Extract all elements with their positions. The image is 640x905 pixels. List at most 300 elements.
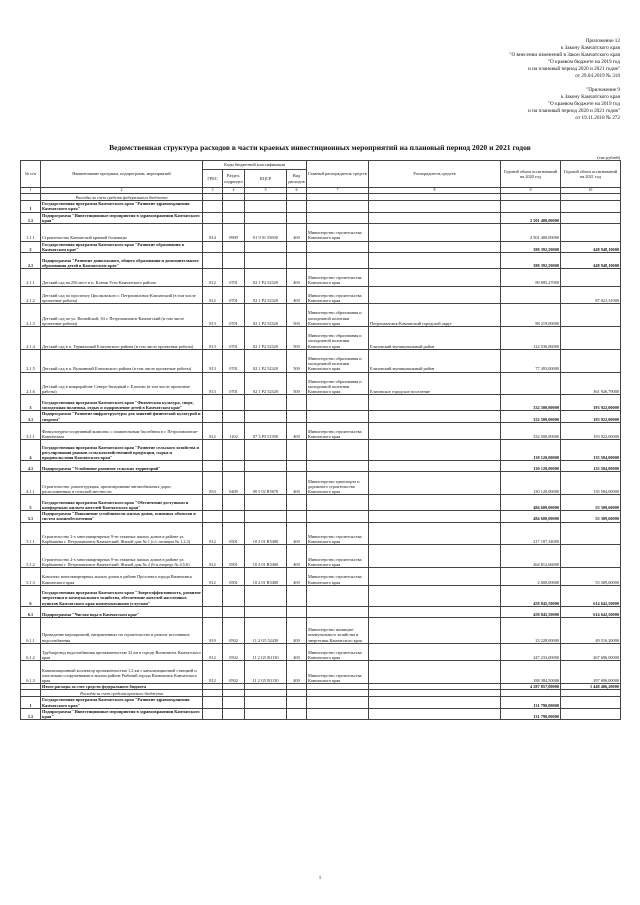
chief-manager <box>307 495 369 511</box>
section-code <box>223 395 245 411</box>
header-line: к Закону Камчатского края <box>560 45 620 52</box>
amount-2020: 2 501 400,00000 <box>501 212 561 223</box>
funds-manager <box>369 617 501 643</box>
amount-2020: 484 600,00000 <box>501 511 561 522</box>
row-name: Подпрограмма "Устойчивое развитие сельских территорий" <box>41 461 203 472</box>
col-recipient: Распорядитель средств <box>369 161 501 188</box>
grbs-code <box>203 440 223 461</box>
section-code: 0502 <box>223 617 245 643</box>
target-code: 11 2 G5 R1130 <box>245 661 287 684</box>
col-name: Наименование программ, подпрограмм, мероприятий <box>41 161 203 188</box>
expense-type-code: 400 <box>287 224 307 242</box>
header-line: к Закону Камчатского края <box>560 93 620 100</box>
chief-manager <box>307 585 369 606</box>
page-number: 1 <box>318 876 322 881</box>
col-num: № п/п <box>21 161 41 188</box>
program-row <box>21 395 621 411</box>
row-name: Комплекс многоквартирных жилых домов в районе Проспекта города Вилючинск Камчатского края <box>41 568 203 586</box>
row-num: 4 <box>21 440 41 461</box>
column-index: 6 <box>287 188 307 194</box>
amount-2020: 130 120,00000 <box>501 472 561 495</box>
chief-manager: Министерство строительства Камчатского края <box>307 269 369 287</box>
chief-manager: Министерство строительства Камчатского края <box>307 545 369 568</box>
grbs-code <box>203 708 223 719</box>
column-index: 7 <box>307 188 369 194</box>
funds-manager: Елизовское городское поселение <box>369 372 501 395</box>
amount-2021 <box>561 212 621 223</box>
program-row <box>21 511 621 522</box>
amount-2021 <box>561 327 621 350</box>
expenditure-table <box>20 160 621 720</box>
amount-2020: 89 695,27000 <box>501 269 561 287</box>
header-line: "О внесении изменений в Закон Камчатского края <box>509 52 620 59</box>
measure-row <box>21 522 621 545</box>
section-code: 0701 <box>223 269 245 287</box>
expense-type-code <box>287 253 307 269</box>
col-rz: Раздел, подраздел <box>223 170 245 188</box>
program-row <box>21 241 621 252</box>
section-title: Расходы за счет средств краевого бюджета <box>41 690 203 697</box>
grbs-code <box>203 411 223 422</box>
expense-type-code: 400 <box>287 545 307 568</box>
grbs-code <box>203 253 223 269</box>
grbs-code: 812 <box>203 661 223 684</box>
amount-2021 <box>561 304 621 327</box>
funds-manager: Елизовский муниципальный район <box>369 349 501 372</box>
row-name: Подпрограмма "Инвестиционные мероприятия в здравоохранении Камчатского края" <box>41 212 203 223</box>
target-code: 02 1 P2 52320 <box>245 286 287 304</box>
grbs-code <box>203 697 223 708</box>
amount-2021: 135 584,00000 <box>561 461 621 472</box>
amount-2020: 122 536,86000 <box>501 327 561 350</box>
col-2020: Годовой объем ассигнований на 2020 год <box>501 161 561 188</box>
grbs-code: 813 <box>203 349 223 372</box>
row-num: 2 <box>21 241 41 252</box>
row-num: 4.1.1 <box>21 472 41 495</box>
row-name: Подпрограмма "Повышение устойчивости жилых домов, основных объектов и систем жизнеобеспечения" <box>41 511 203 522</box>
amount-2021: 614 642,50000 <box>561 585 621 606</box>
amount-2021 <box>561 522 621 545</box>
column-index: 10 <box>561 188 621 194</box>
funds-manager <box>369 472 501 495</box>
measure-row <box>21 643 621 661</box>
amount-2021: 135 584,00000 <box>561 440 621 461</box>
row-num: 2.1.4 <box>21 327 41 350</box>
expense-type-code: 400 <box>287 643 307 661</box>
expense-type-code: 500 <box>287 349 307 372</box>
funds-manager <box>369 545 501 568</box>
chief-manager <box>307 241 369 252</box>
expense-type-code: 500 <box>287 304 307 327</box>
expense-type-code <box>287 411 307 422</box>
row-num: 6.1.2 <box>21 643 41 661</box>
target-code <box>245 241 287 252</box>
expense-type-code: 400 <box>287 522 307 545</box>
chief-manager <box>307 212 369 223</box>
amount-2020: 217 187,34000 <box>501 522 561 545</box>
grbs-code: 812 <box>203 643 223 661</box>
amount-2020: 484 600,00000 <box>501 495 561 511</box>
funds-manager <box>369 495 501 511</box>
grbs-code <box>203 201 223 212</box>
target-code: 10 2 01 R5400 <box>245 522 287 545</box>
grbs-code <box>203 461 223 472</box>
row-num: 4.1 <box>21 461 41 472</box>
program-row <box>21 606 621 617</box>
row-num: 1 <box>21 201 41 212</box>
target-code <box>245 697 287 708</box>
amount-2021: 193 922,00000 <box>561 395 621 411</box>
grbs-code: 814 <box>203 224 223 242</box>
amount-2020: 332 500,00000 <box>501 422 561 440</box>
target-code: 02 1 P2 52320 <box>245 372 287 395</box>
amount-2020: 131 790,00000 <box>501 708 561 719</box>
row-num: 1.1 <box>21 212 41 223</box>
target-code: 10 2 01 R5400 <box>245 545 287 568</box>
row-name: Трубопровод водоснабжения протяженностью 32 км в городе Вилючинск Камчатского края <box>41 643 203 661</box>
amount-2020: 4 287 857,00000 <box>501 684 561 690</box>
target-code: 11 2 G5 52430 <box>245 617 287 643</box>
expense-type-code <box>287 241 307 252</box>
section-code <box>223 697 245 708</box>
amount-2021: 193 922,00000 <box>561 411 621 422</box>
section-code: 0701 <box>223 372 245 395</box>
row-name: Строительство 2-х многоквартирных 9-ти этажных жилых домов в районе ул. Карбышева г. Петропавловск-Камчатский. Жилой дом № 1 (с/с позиции № 1,2,3) <box>41 522 203 545</box>
header-line: "О краевом бюджете на 2019 год <box>547 100 620 107</box>
expense-type-code <box>287 395 307 411</box>
amount-2021: 49 516,20000 <box>561 617 621 643</box>
amount-2021 <box>561 269 621 287</box>
unit-note: (тыс.рублей) <box>597 155 620 160</box>
expense-type-code <box>287 708 307 719</box>
chief-manager <box>307 511 369 522</box>
row-name: Государственная программа Камчатского края "Обеспечение доступным и комфортным жильем жителей Камчатского края" <box>41 495 203 511</box>
expense-type-code <box>287 511 307 522</box>
funds-manager <box>369 440 501 461</box>
header-line: Приложение 12 <box>585 38 620 44</box>
chief-manager: Министерство образования и молодежной политики Камчатского края <box>307 304 369 327</box>
amount-2021: 55 309,60000 <box>561 495 621 511</box>
amount-2020: 458 845,50000 <box>501 606 561 617</box>
row-num: 5.1.2 <box>21 545 41 568</box>
expense-type-code <box>287 461 307 472</box>
funds-manager <box>369 661 501 684</box>
funds-manager <box>369 253 501 269</box>
amount-2021: 1 448 406,20000 <box>561 684 621 690</box>
row-name: Проведение мероприятий, направленных на строительство и ремонт источников водоснабжения <box>41 617 203 643</box>
target-code <box>245 440 287 461</box>
expense-type-code <box>287 201 307 212</box>
section-code <box>223 495 245 511</box>
amount-2021: 614 642,50000 <box>561 606 621 617</box>
expense-type-code <box>287 585 307 606</box>
section-code <box>223 212 245 223</box>
funds-manager <box>369 461 501 472</box>
amount-2021: 55 309,60000 <box>561 511 621 522</box>
section-code <box>223 708 245 719</box>
empty-cell <box>307 194 369 201</box>
row-name: Строительство, реконструкция, проектирование автомобильных дорог, расположенных в сельской местности <box>41 472 203 495</box>
amount-2021 <box>561 697 621 708</box>
row-num: 5.1.1 <box>21 522 41 545</box>
empty-cell <box>287 690 307 697</box>
target-code: 02 1 P2 52320 <box>245 304 287 327</box>
target-code <box>245 212 287 223</box>
amount-2021 <box>561 201 621 212</box>
measure-row <box>21 286 621 304</box>
section-code: 0502 <box>223 643 245 661</box>
chief-manager <box>307 395 369 411</box>
target-code: 10 2 01 R5400 <box>245 568 287 586</box>
grbs-code: 813 <box>203 372 223 395</box>
target-code <box>245 511 287 522</box>
section-code <box>223 461 245 472</box>
grbs-code: 812 <box>203 545 223 568</box>
target-code: 02 1 P2 52320 <box>245 327 287 350</box>
program-row <box>21 461 621 472</box>
grbs-code: 812 <box>203 269 223 287</box>
amount-2021 <box>561 224 621 242</box>
row-name: Канализационный коллектор протяженностью 1,2 км с канализационной станцией и очистными сооружениями в жилом районе Рыбачий города Вилючинск Камчатского края <box>41 661 203 684</box>
empty-cell <box>223 194 245 201</box>
empty-cell <box>307 690 369 697</box>
amount-2020 <box>501 372 561 395</box>
chief-manager <box>307 606 369 617</box>
funds-manager <box>369 708 501 719</box>
row-num: 1.1 <box>21 708 41 719</box>
row-num: 3.1.1 <box>21 422 41 440</box>
expense-type-code: 400 <box>287 422 307 440</box>
amount-2020: 88 219,00000 <box>501 304 561 327</box>
funds-manager <box>369 286 501 304</box>
amount-2020: 2 501 400,00000 <box>501 224 561 242</box>
row-num <box>21 690 41 697</box>
amount-2020: 458 845,50000 <box>501 585 561 606</box>
amount-2020 <box>501 286 561 304</box>
funds-manager <box>369 568 501 586</box>
program-row <box>21 440 621 461</box>
chief-manager: Министерство строительства Камчатского края <box>307 422 369 440</box>
amount-2021: 193 922,00000 <box>561 422 621 440</box>
amount-2020: 247 233,00000 <box>501 643 561 661</box>
funds-manager <box>369 395 501 411</box>
funds-manager <box>369 522 501 545</box>
section-code: 0701 <box>223 349 245 372</box>
row-name: Государственная программа Камчатского края "Развитие здравоохранения Камчатского края" <box>41 697 203 708</box>
row-name: Детский сад в п. Вулканный Елизовского района (в том числе проектные работы) <box>41 349 203 372</box>
program-row <box>21 411 621 422</box>
target-code <box>245 708 287 719</box>
section-row <box>21 194 621 201</box>
chief-manager <box>307 440 369 461</box>
row-name: Строительство Камчатской краевой больницы <box>41 224 203 242</box>
measure-row <box>21 472 621 495</box>
expense-type-code: 500 <box>287 327 307 350</box>
row-name: Государственная программа Камчатского края "Физическая культура, спорт, молодежная политика, отдых и оздоровление детей в Камчатском крае" <box>41 395 203 411</box>
amount-2021: 55 309,60000 <box>561 568 621 586</box>
row-name: Подпрограмма "Инвестиционные мероприятия в здравоохранении Камчатского края" <box>41 708 203 719</box>
header-line: и на плановый период 2020 и 2021 годов" <box>528 66 620 73</box>
amount-2020: 23 228,00000 <box>501 617 561 643</box>
row-num: 5 <box>21 495 41 511</box>
expense-type-code: 400 <box>287 661 307 684</box>
approval-header <box>509 38 620 122</box>
row-name: Государственная программа Камчатского края "Энергоэффективность, развитие энергетики и коммунального хозяйства, обеспечение жителей населенных пунктов Камчатского края коммунальными услугами" <box>41 585 203 606</box>
amount-2020: 131 790,00000 <box>501 697 561 708</box>
row-name: Детский сад на 250 мест в п. Ключи Усть-Камчатского района <box>41 269 203 287</box>
chief-manager <box>307 461 369 472</box>
measure-row <box>21 304 621 327</box>
chief-manager <box>307 697 369 708</box>
grbs-code <box>203 395 223 411</box>
grbs-code: 812 <box>203 568 223 586</box>
amount-2021 <box>561 349 621 372</box>
header-line: и на плановый период 2020 и 2021 годов" <box>528 107 620 114</box>
funds-manager <box>369 585 501 606</box>
chief-manager <box>307 253 369 269</box>
section-code <box>223 440 245 461</box>
section-code: 0501 <box>223 545 245 568</box>
expense-type-code <box>287 606 307 617</box>
col-grbs: ГРБС <box>203 170 223 188</box>
empty-cell <box>501 194 561 201</box>
funds-manager <box>369 606 501 617</box>
chief-manager: Министерство образования и молодежной политики Камчатского края <box>307 349 369 372</box>
chief-manager <box>307 411 369 422</box>
amount-2020: 332 500,00000 <box>501 395 561 411</box>
row-num: 3.1 <box>21 411 41 422</box>
amount-2020: 188 384,50000 <box>501 661 561 684</box>
amount-2021 <box>561 708 621 719</box>
section-code <box>223 253 245 269</box>
funds-manager <box>369 269 501 287</box>
empty-cell <box>287 194 307 201</box>
row-num: 2.1.2 <box>21 286 41 304</box>
funds-manager <box>369 241 501 252</box>
row-num: 6.1 <box>21 606 41 617</box>
row-num: 1 <box>21 697 41 708</box>
section-code: 0501 <box>223 568 245 586</box>
chief-manager <box>307 201 369 212</box>
measure-row <box>21 617 621 643</box>
funds-manager <box>369 511 501 522</box>
section-title: Расходы за счет средств федерального бюджета <box>41 194 203 201</box>
funds-manager <box>369 212 501 223</box>
target-code: 02 1 P2 52320 <box>245 269 287 287</box>
amount-2021: 87 021,31000 <box>561 286 621 304</box>
grbs-code: 812 <box>203 422 223 440</box>
section-code: 0909 <box>223 224 245 242</box>
program-row <box>21 708 621 719</box>
grbs-code: 810 <box>203 617 223 643</box>
section-row <box>21 690 621 697</box>
chief-manager: Министерство строительства Камчатского края <box>307 643 369 661</box>
target-code <box>245 395 287 411</box>
section-code <box>223 201 245 212</box>
amount-2020 <box>501 201 561 212</box>
row-num: 6.1.1 <box>21 617 41 643</box>
funds-manager <box>369 224 501 242</box>
section-code <box>223 241 245 252</box>
measure-row <box>21 269 621 287</box>
row-num <box>21 194 41 201</box>
amount-2021: 361 926,79000 <box>561 372 621 395</box>
amount-2021: 448 948,10000 <box>561 241 621 252</box>
amount-2021: 448 948,10000 <box>561 253 621 269</box>
row-num: 2.1 <box>21 253 41 269</box>
section-code: 1102 <box>223 422 245 440</box>
target-code: 01 9 01 55690 <box>245 224 287 242</box>
empty-cell <box>369 690 501 697</box>
expense-type-code: 400 <box>287 269 307 287</box>
expense-type-code: 400 <box>287 286 307 304</box>
amount-2020: 380 392,50000 <box>501 253 561 269</box>
target-code <box>245 495 287 511</box>
empty-cell <box>203 690 223 697</box>
funds-manager <box>369 697 501 708</box>
row-name: Подпрограмма "Чистая вода в Камчатском крае" <box>41 606 203 617</box>
chief-manager: Министерство жилищно-коммунального хозяйства и энергетики Камчатского края <box>307 617 369 643</box>
section-code: 0409 <box>223 472 245 495</box>
section-code: 0502 <box>223 661 245 684</box>
col-2021: Годовой объем ассигнований на 2021 год <box>561 161 621 188</box>
grbs-code <box>203 606 223 617</box>
funds-manager <box>369 422 501 440</box>
grbs-code <box>203 212 223 223</box>
empty-cell <box>369 194 501 201</box>
row-num: 2.1.3 <box>21 304 41 327</box>
measure-row <box>21 224 621 242</box>
target-code: 09 5 02 R5670 <box>245 472 287 495</box>
row-name: Подпрограмма "Развитие дошкольного, общего образования и дополнительного образования детей в Камчатском крае" <box>41 253 203 269</box>
row-num: 3 <box>21 395 41 411</box>
program-row <box>21 585 621 606</box>
target-code: 11 2 G5 R1130 <box>245 643 287 661</box>
grbs-code: 813 <box>203 304 223 327</box>
section-code <box>223 411 245 422</box>
column-index: 8 <box>369 188 501 194</box>
row-name: Подпрограмма "Развитие инфраструктуры для занятий физической культурой и спортом" <box>41 411 203 422</box>
section-code: 0501 <box>223 522 245 545</box>
section-code: 0701 <box>223 327 245 350</box>
empty-cell <box>203 194 223 201</box>
program-row <box>21 495 621 511</box>
empty-cell <box>501 690 561 697</box>
chief-manager: Министерство строительства Камчатского края <box>307 286 369 304</box>
measure-row <box>21 661 621 684</box>
chief-manager: Министерство строительства Камчатского края <box>307 224 369 242</box>
grbs-code <box>203 585 223 606</box>
amount-2020: 2 600,00000 <box>501 568 561 586</box>
grbs-code: 833 <box>203 472 223 495</box>
empty-cell <box>223 690 245 697</box>
section-code: 0701 <box>223 286 245 304</box>
empty-cell <box>561 194 621 201</box>
measure-row <box>21 349 621 372</box>
row-name: Государственная программа Камчатского края "Развитие образования в Камчатском крае" <box>41 241 203 252</box>
header-line: от 29.04.2019 № 318 <box>575 73 620 80</box>
amount-2020: 264 812,66000 <box>501 545 561 568</box>
target-code <box>245 606 287 617</box>
grbs-code: 813 <box>203 327 223 350</box>
row-num: 6 <box>21 585 41 606</box>
measure-row <box>21 372 621 395</box>
funds-manager <box>369 201 501 212</box>
amount-2020: 77 493,00000 <box>501 349 561 372</box>
amount-2020: 130 120,00000 <box>501 440 561 461</box>
row-num: 5.1.3 <box>21 568 41 586</box>
grbs-code <box>203 511 223 522</box>
